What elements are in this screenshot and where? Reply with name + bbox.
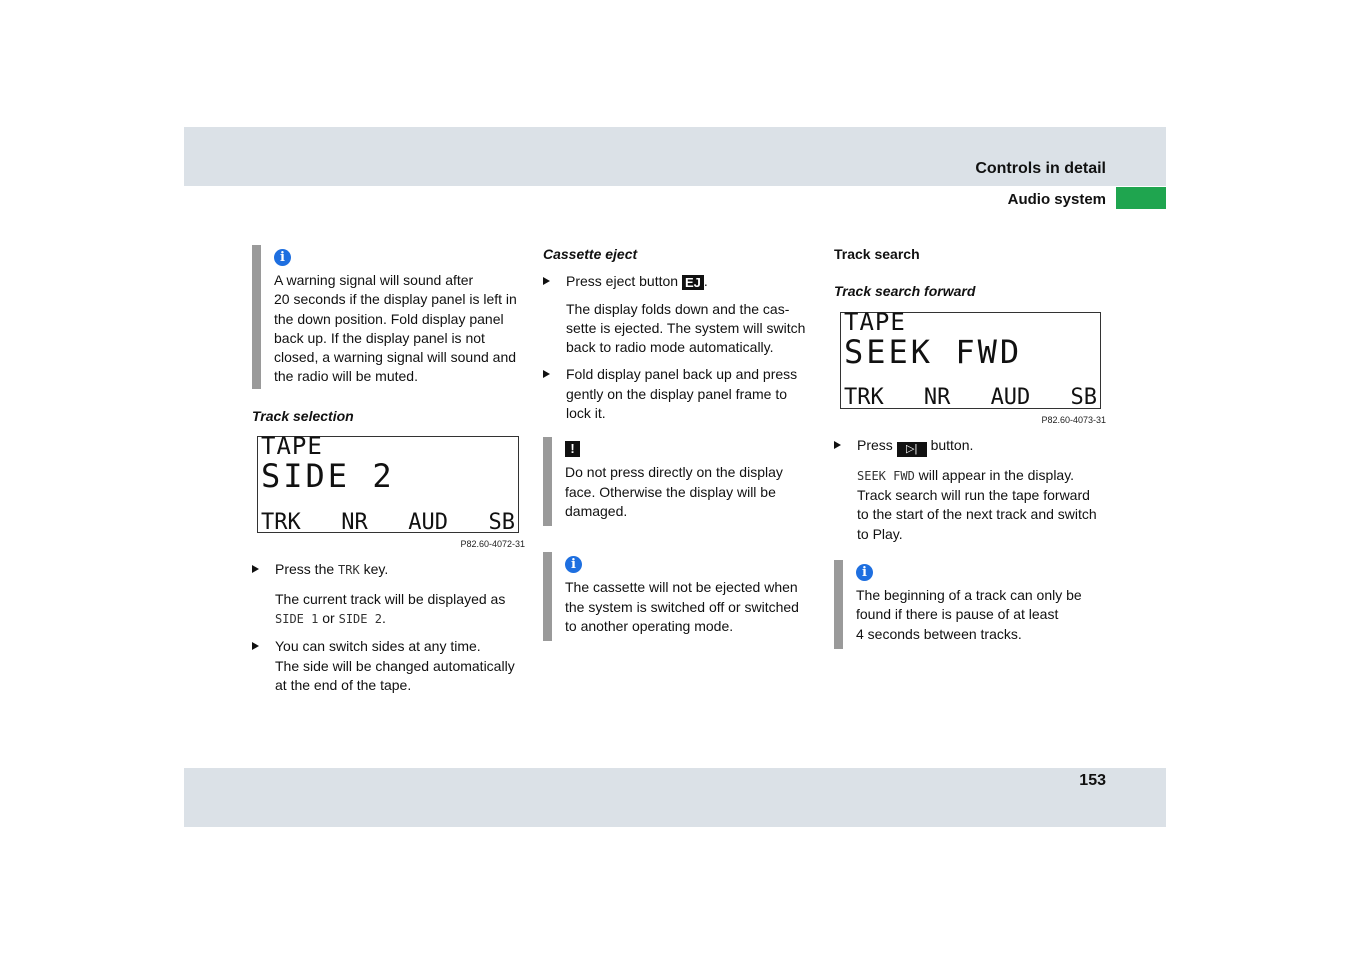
bullet-arrow-icon xyxy=(543,277,550,285)
note-line: 20 seconds if the display panel is left in xyxy=(274,291,517,308)
bullet-arrow-icon xyxy=(543,370,550,378)
step-line: gently on the display panel frame to xyxy=(566,385,788,402)
display-softkeys xyxy=(844,385,1097,411)
step-line: The side will be changed automatically xyxy=(275,657,515,674)
step-result xyxy=(252,590,527,630)
note-line: back up. If the display panel is not xyxy=(274,329,485,346)
section-tab-marker xyxy=(1116,187,1166,209)
note-line: the system is switched off or switched xyxy=(565,598,799,615)
note-line: face. Otherwise the display will be xyxy=(565,483,776,500)
column-3 xyxy=(834,245,1109,649)
step-text: . xyxy=(703,273,708,290)
eject-button-icon: EJ xyxy=(682,275,704,290)
step-text: key. xyxy=(359,561,389,578)
step-result xyxy=(834,466,1109,544)
note-line: The cassette will not be ejected when xyxy=(565,579,798,596)
result-line: to Play. xyxy=(857,525,903,542)
footer-band xyxy=(184,768,1166,827)
instruction-step xyxy=(543,272,818,291)
note-line: the radio will be muted. xyxy=(274,368,418,385)
bullet-arrow-icon xyxy=(252,565,259,573)
display-line-2: SIDE 2 xyxy=(261,457,395,496)
result-line: sette is ejected. The system will switch xyxy=(566,319,806,336)
step-line: at the end of the tape. xyxy=(275,676,412,693)
softkey-label: TRK xyxy=(844,385,884,411)
softkey-label: NR xyxy=(923,385,951,411)
step-text: Press xyxy=(857,436,897,453)
step-line: Fold display panel back up and press xyxy=(566,366,798,383)
subsection-heading: Track search forward xyxy=(834,283,976,300)
result-line xyxy=(275,609,527,629)
note-line: The beginning of a track can only be xyxy=(856,587,1082,604)
instruction-step xyxy=(543,365,818,423)
result-text: or xyxy=(318,609,339,626)
note-line: to another operating mode. xyxy=(565,617,734,634)
bullet-arrow-icon xyxy=(252,642,259,650)
warning-icon: ! xyxy=(565,441,580,457)
note-line: Do not press directly on the display xyxy=(565,464,783,481)
info-note xyxy=(252,245,527,389)
bullet-arrow-icon xyxy=(834,441,841,449)
column-2 xyxy=(543,245,818,641)
info-icon: i xyxy=(565,556,582,573)
note-line: A warning signal will sound after xyxy=(274,272,474,288)
step-text: button. xyxy=(926,436,974,453)
info-icon: i xyxy=(274,249,291,266)
section-heading: Track selection xyxy=(252,407,354,424)
softkey-label: NR xyxy=(341,509,368,535)
softkey-label: TRK xyxy=(261,509,301,535)
note-line: found if there is pause of at least xyxy=(856,606,1059,623)
softkey-label: AUD xyxy=(990,385,1031,411)
section-heading: Cassette eject xyxy=(543,246,638,262)
result-line: Track search will run the tape forward xyxy=(857,487,1090,504)
result-text: . xyxy=(381,609,386,626)
note-line: 4 seconds between tracks. xyxy=(856,625,1022,642)
display-value: SIDE 1 xyxy=(275,611,319,626)
display-line-1: TAPE xyxy=(261,432,323,461)
note-line: closed, a warning signal will sound and xyxy=(274,349,517,366)
note-line: the down position. Fold display panel xyxy=(274,310,504,327)
display-softkeys xyxy=(261,509,515,535)
info-note xyxy=(543,552,818,641)
result-line: The display folds down and the cas- xyxy=(566,300,790,317)
step-text: Press eject button xyxy=(566,273,682,290)
step-text: Press the xyxy=(275,561,339,578)
step-line: lock it. xyxy=(566,405,606,422)
key-name: TRK xyxy=(338,563,360,578)
info-icon: i xyxy=(856,564,873,581)
radio-display xyxy=(257,432,519,535)
warning-note xyxy=(543,437,818,526)
display-line-2: SEEK FWD xyxy=(844,332,1023,371)
result-line: back to radio mode automatically. xyxy=(566,339,774,356)
display-value: SEEK FWD xyxy=(857,468,915,483)
seek-forward-icon: ▷| xyxy=(897,442,927,457)
softkey-label: AUD xyxy=(408,509,448,535)
subsection-title: Audio system xyxy=(1007,191,1106,208)
result-line xyxy=(857,466,1109,486)
page-number: 153 xyxy=(1079,772,1106,789)
result-line: The current track will be displayed as xyxy=(275,590,506,607)
column-1 xyxy=(252,245,527,695)
instruction-step xyxy=(252,560,527,580)
softkey-label: SB xyxy=(488,509,515,535)
radio-display xyxy=(840,307,1101,411)
result-text: will appear in the display. xyxy=(914,466,1075,483)
step-line: You can switch sides at any time. xyxy=(275,638,481,655)
instruction-step xyxy=(252,637,527,695)
display-value: SIDE 2 xyxy=(338,611,382,626)
figure-reference: P82.60-4073-31 xyxy=(1041,414,1106,425)
info-note xyxy=(834,560,1109,649)
result-line: to the start of the next track and switch xyxy=(857,506,1097,523)
note-line: damaged. xyxy=(565,502,628,519)
display-line-1: TAPE xyxy=(844,307,906,336)
section-heading: Track search xyxy=(834,246,920,262)
softkey-label: SB xyxy=(1070,385,1097,411)
step-result xyxy=(543,300,818,358)
instruction-step xyxy=(834,436,1109,457)
section-title: Controls in detail xyxy=(975,160,1106,177)
figure-reference: P82.60-4072-31 xyxy=(460,539,525,550)
